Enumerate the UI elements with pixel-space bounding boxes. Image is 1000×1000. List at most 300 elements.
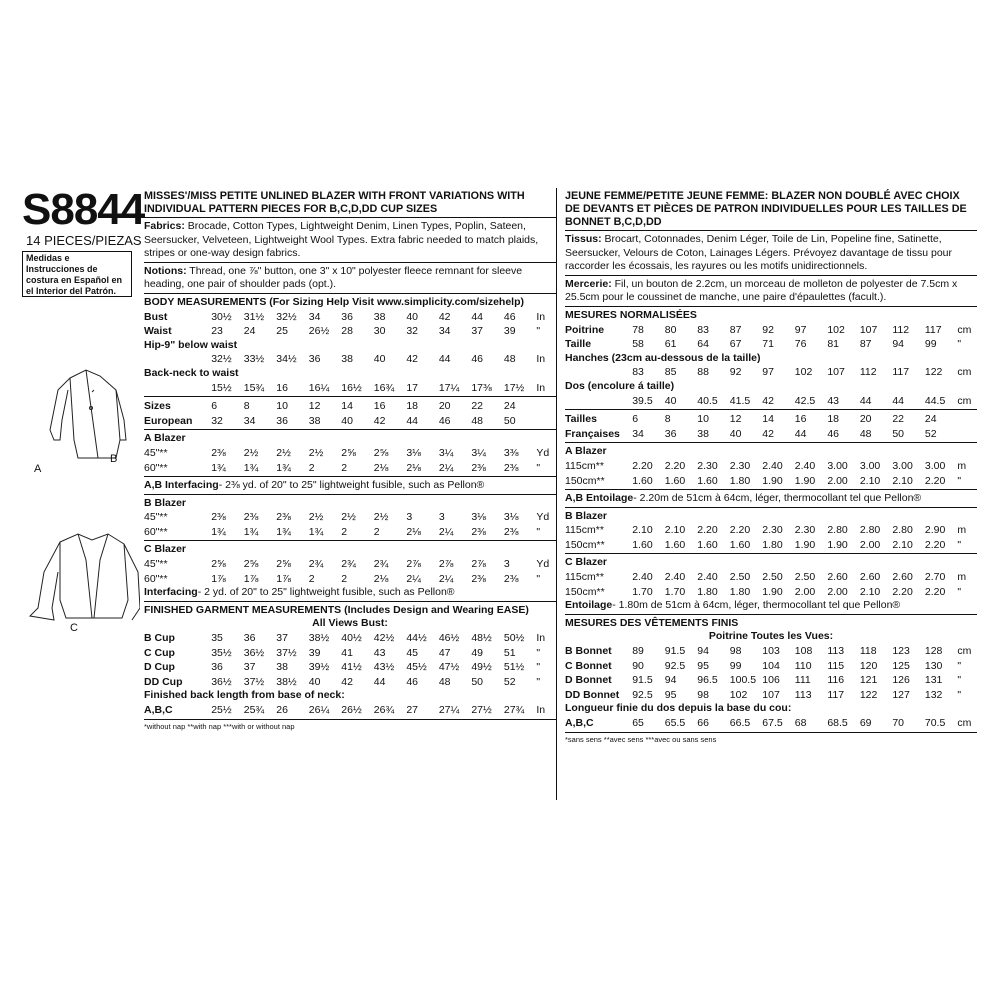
cell-value: 3⅛ xyxy=(503,511,519,524)
table-row xyxy=(565,365,977,380)
spanish-note: Medidas e Instrucciones de costura en Español en el Interior del Patrón. xyxy=(22,251,132,297)
cell-value: 2⅜ xyxy=(471,525,486,538)
ab-entoilage-text: A,B Entoilage- 2.20m de 51cm à 64cm, léger, thermocollant tel que Pellon® xyxy=(565,492,922,505)
cell-value: 36 xyxy=(276,414,288,427)
cell-value: 39 xyxy=(308,646,321,659)
cell-value: 1¾ xyxy=(308,525,324,538)
cell-value: 3⅛ xyxy=(406,446,421,459)
table-row xyxy=(144,675,556,690)
cell-value: 2.60 xyxy=(827,571,848,584)
cell-value: 2⅝ xyxy=(341,446,356,459)
view-a-b-illustration xyxy=(50,370,126,458)
cell-value: 2¼ xyxy=(406,572,421,585)
unit-label: " xyxy=(536,461,541,474)
cell-value: 27¼ xyxy=(438,704,460,716)
unit-label: " xyxy=(957,338,962,351)
cell-value: 44 xyxy=(892,394,905,407)
cell-value: 40 xyxy=(729,427,742,440)
cell-value: 1.60 xyxy=(664,474,686,487)
cell-value: 87 xyxy=(859,338,872,351)
cell-value: 88 xyxy=(697,366,709,379)
cell-value: 1¾ xyxy=(211,525,226,538)
cell-value: 8 xyxy=(243,400,250,413)
en-body-table xyxy=(144,310,556,339)
cell-value: 32 xyxy=(406,325,418,338)
cell-value: 61 xyxy=(664,338,677,351)
tissus-text: Tissus: Brocart, Cotonnades, Denim Léger, Toile de Lin, Popeline fine, Satinette, Seersucker, Velours de Coton, Lainages Légers. Prévoyez davantage de tissu pour raccorder les écossais, les rayures ou les motifs unidirectionnels. xyxy=(565,233,952,273)
cell-value: 45½ xyxy=(406,661,427,674)
a-blazer-label: A Blazer xyxy=(144,432,186,445)
cell-value: 80 xyxy=(664,323,677,336)
cell-value: 127 xyxy=(892,688,910,701)
cell-value: 31½ xyxy=(243,310,265,323)
cell-value: 12 xyxy=(308,400,321,413)
unit-label: cm xyxy=(957,645,972,658)
cell-value: 14 xyxy=(762,413,774,426)
cell-value: 116 xyxy=(827,674,845,687)
cell-value: 48½ xyxy=(471,632,492,645)
cell-value: 97 xyxy=(794,323,807,336)
unit-label: " xyxy=(536,661,541,674)
cell-value: 1.90 xyxy=(762,474,783,487)
cell-value: 100.5 xyxy=(729,674,757,687)
french-title: JEUNE FEMME/PETITE JEUNE FEMME: BLAZER NON DOUBLÉ AVEC CHOIX DE DEVANTS ET PIÈCES DE PATRON INDIVIDUELLES POUR LES TAILLES DE BONNET B,C,D,DD xyxy=(565,190,967,228)
cell-value: 42 xyxy=(762,427,774,440)
cell-value: 102 xyxy=(729,688,748,701)
cell-value: 50½ xyxy=(503,632,525,645)
cell-value: 44 xyxy=(406,414,418,427)
cell-value: 40½ xyxy=(341,632,362,645)
view-c-label: C xyxy=(70,622,78,634)
cell-value: 89 xyxy=(632,645,644,658)
cell-value: 2.10 xyxy=(664,524,686,537)
cell-value: 106 xyxy=(762,674,780,687)
cell-value: 46 xyxy=(503,310,516,323)
unit-label: In xyxy=(536,632,546,645)
cell-value: 37 xyxy=(243,661,256,674)
cell-value: 123 xyxy=(892,645,910,658)
cell-value: 2⅛ xyxy=(373,461,389,474)
b-blazer-label: B Blazer xyxy=(144,496,187,509)
row-label: 150cm** xyxy=(565,538,605,551)
cell-value: 46 xyxy=(471,353,484,366)
unit-label: In xyxy=(536,353,546,366)
cell-value: 12 xyxy=(729,413,742,426)
cell-value: 117 xyxy=(924,323,942,336)
cell-value: 125 xyxy=(892,659,910,672)
cell-value: 76 xyxy=(794,338,807,351)
cell-value: 14 xyxy=(341,400,353,413)
cell-value: 34½ xyxy=(276,353,297,366)
cell-value: 97 xyxy=(762,366,774,379)
cell-value: 115 xyxy=(827,659,845,672)
cell-value: 3 xyxy=(406,511,413,524)
cell-value: 36 xyxy=(243,632,256,645)
table-row xyxy=(144,631,556,646)
row-label: 115cm** xyxy=(565,459,604,472)
cell-value: 2.30 xyxy=(794,524,816,537)
cell-value: 37½ xyxy=(243,675,265,688)
cell-value: 95 xyxy=(697,659,709,672)
cell-value: 99 xyxy=(924,338,937,351)
cell-value: 44½ xyxy=(406,632,427,645)
cell-value: 36½ xyxy=(243,646,265,659)
cell-value: 1.60 xyxy=(664,538,686,551)
cell-value: 2.80 xyxy=(859,524,881,537)
table-row xyxy=(565,459,977,474)
cell-value: 43 xyxy=(373,646,386,659)
entoilage-text: Entoilage- 1.80m de 51cm à 64cm, léger, thermocollant tel que Pellon® xyxy=(565,599,901,612)
cell-value: 2.00 xyxy=(794,585,816,598)
row-label: DD Cup xyxy=(144,675,183,688)
row-label: 115cm** xyxy=(565,524,604,537)
cell-value: 78 xyxy=(632,323,644,336)
cell-value: 32 xyxy=(211,414,223,427)
table-row xyxy=(565,585,977,600)
cell-value: 111 xyxy=(794,674,811,687)
cell-value: 110 xyxy=(794,659,812,672)
cell-value: 44 xyxy=(471,310,484,323)
cell-value: 35 xyxy=(211,632,223,645)
cell-value: 2⅞ xyxy=(438,558,454,571)
cell-value: 3 xyxy=(438,511,445,524)
cell-value: 16 xyxy=(794,413,807,426)
cell-value: 95 xyxy=(664,688,677,701)
cell-value: 33½ xyxy=(243,353,265,366)
cell-value: 42 xyxy=(341,675,353,688)
cell-value: 2.20 xyxy=(924,474,946,487)
table-row xyxy=(565,673,977,688)
cell-value: 24 xyxy=(243,325,256,338)
cell-value: 38½ xyxy=(276,675,297,688)
table-row xyxy=(565,323,977,338)
cell-value: 113 xyxy=(794,688,812,701)
cell-value: 39.5 xyxy=(632,394,653,407)
cell-value: 28 xyxy=(341,325,353,338)
table-row xyxy=(144,352,556,367)
unit-label: m xyxy=(957,571,967,584)
cell-value: 94 xyxy=(697,645,709,658)
cell-value: 2.20 xyxy=(924,538,946,551)
cell-value: 2.00 xyxy=(859,538,881,551)
cell-value: 40 xyxy=(341,414,353,427)
cell-value: 2⅝ xyxy=(276,558,291,571)
all-views-bust: All Views Bust: xyxy=(312,617,388,630)
cell-value: 50 xyxy=(892,427,905,440)
cell-value: 23 xyxy=(211,325,223,338)
cell-value: 26¾ xyxy=(373,704,395,716)
cell-value: 65 xyxy=(632,717,644,729)
cell-value: 91.5 xyxy=(664,645,686,658)
row-label: 150cm** xyxy=(565,474,605,487)
cell-value: 44 xyxy=(794,427,807,440)
unit-label: " xyxy=(536,675,541,688)
cell-value: 17½ xyxy=(503,381,525,394)
cell-value: 1¾ xyxy=(243,461,259,474)
cell-value: 40 xyxy=(406,310,418,323)
notions-text: Notions: Thread, one ⅞" button, one 3" x 10" polyester fleece remnant for sleeve heading, one pair of shoulder pads (opt.). xyxy=(144,264,523,291)
cell-value: 34 xyxy=(308,310,321,323)
cell-value: 2.20 xyxy=(729,524,751,537)
unit-label: m xyxy=(957,524,967,537)
unit-label: " xyxy=(957,474,962,487)
cell-value: 92.5 xyxy=(632,688,653,701)
cell-value: 49 xyxy=(471,646,484,659)
hip-label: Hip-9" below waist xyxy=(144,338,238,351)
cell-value: 68.5 xyxy=(827,717,848,729)
unit-label: In xyxy=(536,704,546,716)
cell-value: 1⅞ xyxy=(276,572,291,585)
cell-value: 2.10 xyxy=(632,524,653,537)
cell-value: 2⅜ xyxy=(471,572,486,585)
cell-value: 130 xyxy=(924,659,943,672)
cell-value: 67.5 xyxy=(762,717,783,729)
row-label: 150cm** xyxy=(565,585,605,598)
cell-value: 2⅜ xyxy=(211,446,226,459)
cell-value: 2⅝ xyxy=(211,558,226,571)
cell-value: 6 xyxy=(632,413,639,426)
row-label: B Cup xyxy=(144,632,175,645)
cell-value: 2.10 xyxy=(859,585,881,598)
cell-value: 24 xyxy=(924,413,937,426)
cell-value: 46½ xyxy=(438,632,460,645)
row-label: 45"** xyxy=(144,511,168,524)
table-row xyxy=(144,510,556,525)
cell-value: 50 xyxy=(471,675,484,688)
cell-value: 96.5 xyxy=(697,674,718,687)
cell-value: 2.60 xyxy=(892,571,913,584)
cell-value: 2.40 xyxy=(697,571,718,584)
cell-value: 27 xyxy=(406,704,418,716)
cell-value: 1.80 xyxy=(762,538,783,551)
cell-value: 122 xyxy=(859,688,878,701)
cell-value: 25 xyxy=(276,325,288,338)
longueur-label: Longueur finie du dos depuis la base du cou: xyxy=(565,702,792,715)
cell-value: 37 xyxy=(471,325,484,338)
view-c-illustration xyxy=(30,534,140,620)
row-label: European xyxy=(144,414,193,427)
row-label: D Cup xyxy=(144,661,175,674)
cell-value: 38 xyxy=(373,310,386,323)
cell-value: 64 xyxy=(697,338,709,351)
row-label xyxy=(565,394,632,409)
unit-label: " xyxy=(536,325,541,338)
fr-c-blazer-label: C Blazer xyxy=(565,556,608,569)
cell-value: 3 xyxy=(503,558,510,571)
cell-value: 91.5 xyxy=(632,674,653,687)
cell-value: 2⅛ xyxy=(373,572,389,585)
cell-value: 2⅝ xyxy=(243,558,259,571)
back-label: Back-neck to waist xyxy=(144,366,239,379)
table-row xyxy=(565,659,977,674)
cell-value: 47 xyxy=(438,646,451,659)
cell-value: 94 xyxy=(664,674,677,687)
cell-value: 113 xyxy=(827,645,845,658)
cell-value: 2.30 xyxy=(697,459,718,472)
cell-value: 20 xyxy=(859,413,872,426)
cell-value: 17⅜ xyxy=(471,381,492,394)
cell-value: 16 xyxy=(373,400,386,413)
cell-value: 38 xyxy=(697,427,709,440)
cell-value: 2¼ xyxy=(438,525,454,538)
cell-value: 66 xyxy=(697,717,709,729)
cell-value: 1.60 xyxy=(697,538,718,551)
cell-value: 2⅜ xyxy=(243,511,259,524)
cell-value: 2.50 xyxy=(729,571,751,584)
cell-value: 44 xyxy=(859,394,872,407)
cell-value: 3¼ xyxy=(471,446,486,459)
table-row xyxy=(565,412,977,427)
cell-value: 85 xyxy=(664,366,677,379)
cell-value: 45 xyxy=(406,646,418,659)
table-row xyxy=(144,310,556,325)
cell-value: 51½ xyxy=(503,661,525,674)
cell-value: 2⅜ xyxy=(471,461,486,474)
table-row xyxy=(565,394,977,409)
cell-value: 2 xyxy=(341,461,348,474)
cell-value: 2.40 xyxy=(762,459,783,472)
c-blazer-label: C Blazer xyxy=(144,543,187,556)
cell-value: 48 xyxy=(438,675,451,688)
cell-value: 1.60 xyxy=(632,474,653,487)
cell-value: 1.90 xyxy=(794,474,816,487)
cell-value: 41½ xyxy=(341,661,362,674)
cell-value: 10 xyxy=(697,413,709,426)
cell-value: 2⅜ xyxy=(503,572,519,585)
table-row xyxy=(144,399,556,414)
cell-value: 2½ xyxy=(243,446,259,459)
unit-label: cm xyxy=(957,366,972,379)
cell-value: 3⅛ xyxy=(471,511,486,524)
cell-value: 2.00 xyxy=(827,474,848,487)
cell-value: 32½ xyxy=(276,310,297,323)
table-row xyxy=(565,644,977,659)
cell-value: 2.40 xyxy=(632,571,653,584)
cell-value: 15¾ xyxy=(243,381,265,394)
cell-value: 120 xyxy=(859,659,878,672)
row-label: DD Bonnet xyxy=(565,688,620,701)
cell-value: 15½ xyxy=(211,381,232,394)
cell-value: 2.20 xyxy=(924,585,946,598)
cell-value: 70 xyxy=(892,717,905,729)
cell-value: 16¼ xyxy=(308,381,330,394)
cell-value: 3.00 xyxy=(859,459,881,472)
cell-value: 2.30 xyxy=(729,459,751,472)
row-label: 45"** xyxy=(144,446,168,459)
cell-value: 1¾ xyxy=(276,461,291,474)
cell-value: 34 xyxy=(632,427,644,440)
cell-value: 3¼ xyxy=(438,446,454,459)
cell-value: 2¼ xyxy=(438,461,454,474)
cell-value: 69 xyxy=(859,717,872,729)
row-label: Poitrine xyxy=(565,323,605,336)
cell-value: 92.5 xyxy=(664,659,686,672)
cell-value: 67 xyxy=(729,338,742,351)
table-row xyxy=(565,523,977,538)
cell-value: 37 xyxy=(276,632,288,645)
table-row xyxy=(144,557,556,572)
cell-value: 41.5 xyxy=(729,394,751,407)
cell-value: 10 xyxy=(276,400,288,413)
cell-value: 16½ xyxy=(341,381,362,394)
cell-value: 94 xyxy=(892,338,905,351)
cell-value: 46 xyxy=(406,675,418,688)
cell-value: 32½ xyxy=(211,353,232,366)
cell-value: 2.40 xyxy=(664,571,686,584)
cell-value: 20 xyxy=(438,400,451,413)
cell-value: 52 xyxy=(503,675,516,688)
unit-label: cm xyxy=(957,323,972,336)
row-label: 60"** xyxy=(144,461,168,474)
cell-value: 92 xyxy=(762,323,774,336)
row-label: 60"** xyxy=(144,572,168,585)
cell-value: 26½ xyxy=(341,704,362,716)
cell-value: 44.5 xyxy=(924,394,946,407)
cell-value: 47½ xyxy=(438,661,460,674)
cell-value: 2.30 xyxy=(762,524,783,537)
column-divider xyxy=(556,188,557,800)
cell-value: 102 xyxy=(827,323,845,336)
cell-value: 2¾ xyxy=(308,558,324,571)
cell-value: 50 xyxy=(503,414,516,427)
cell-value: 1.70 xyxy=(664,585,686,598)
cell-value: 17 xyxy=(406,381,418,394)
cell-value: 104 xyxy=(762,659,780,672)
cell-value: 2 xyxy=(308,572,315,585)
cell-value: 18 xyxy=(827,413,839,426)
cell-value: 25¾ xyxy=(243,704,265,716)
cell-value: 38 xyxy=(276,661,288,674)
cell-value: 2 xyxy=(341,525,348,538)
cell-value: 2 xyxy=(308,461,315,474)
view-a-label: A xyxy=(34,463,42,475)
row-label: B Bonnet xyxy=(565,645,612,658)
mesures-title: MESURES NORMALISÉES xyxy=(565,308,697,321)
cell-value: 27½ xyxy=(471,704,492,716)
cell-value: 1⅞ xyxy=(243,572,259,585)
unit-label xyxy=(957,412,977,427)
cell-value: 107 xyxy=(827,366,845,379)
cell-value: 26 xyxy=(276,704,288,716)
cell-value: 38 xyxy=(308,414,321,427)
cell-value: 117 xyxy=(892,366,910,379)
cell-value: 1⅞ xyxy=(211,572,226,585)
cell-value: 2.20 xyxy=(664,459,686,472)
cell-value: 40 xyxy=(664,394,677,407)
cell-value: 58 xyxy=(632,338,644,351)
cell-value: 39½ xyxy=(308,661,330,674)
poitrine-toutes-vues: Poitrine Toutes les Vues: xyxy=(708,630,834,643)
unit-label: Yd xyxy=(536,511,550,524)
interfacing-text: Interfacing- 2 yd. of 20" to 25" lightweight fusible, such as Pellon® xyxy=(144,586,455,599)
cell-value: 35½ xyxy=(211,646,232,659)
cell-value: 48 xyxy=(859,427,872,440)
cell-value: 2¾ xyxy=(341,558,356,571)
cell-value: 34 xyxy=(438,325,451,338)
cell-value: 22 xyxy=(471,400,484,413)
cell-value: 2⅛ xyxy=(406,525,421,538)
cell-value: 2½ xyxy=(373,511,389,524)
cell-value: 117 xyxy=(827,688,845,701)
cell-value: 16 xyxy=(276,381,288,394)
cell-value: 81 xyxy=(827,338,839,351)
dos-label: Dos (encolure á taille) xyxy=(565,379,675,392)
cell-value: 1.70 xyxy=(632,585,653,598)
view-b-label: B xyxy=(110,453,118,465)
cell-value: 1.90 xyxy=(794,538,816,551)
unit-label: Yd xyxy=(536,446,550,459)
cell-value: 44 xyxy=(438,353,451,366)
